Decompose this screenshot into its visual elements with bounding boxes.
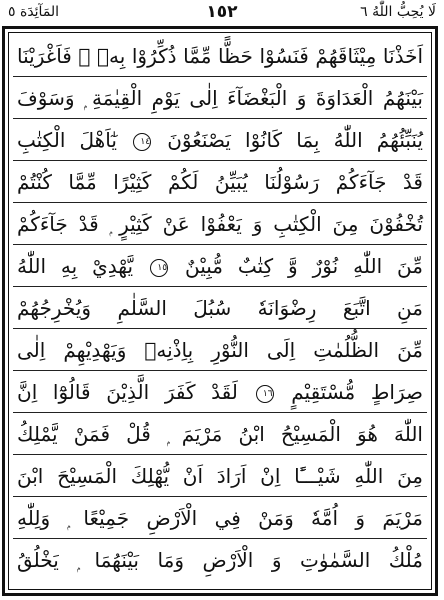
ayah-number-marker: ١٥	[150, 259, 168, 277]
verse-text: مُلْكُ السَّمٰوٰتِ وَ الْاَرْضِ وَمَا بَيْنَهُمَا ۭ يَخْلُقُ	[17, 548, 423, 572]
text-line	[13, 371, 427, 413]
surah-title: المَآئِدَة ٥	[8, 4, 60, 20]
verse-text: يُنَبِّئُهُمُ اللّٰهُ بِمَا كَانُوْا يَصْنَعُوْنَ	[167, 128, 423, 152]
text-line	[13, 119, 427, 161]
verse-text: مَرْيَمَ وَ اُمَّهٗ وَمَنْ فِي الْاَرْضِ جَمِيْعًا ۭ وَلِلّٰهِ	[17, 506, 423, 530]
text-line	[13, 539, 427, 581]
text-line	[13, 413, 427, 455]
page-frame	[2, 26, 438, 596]
page-header	[0, 0, 444, 26]
text-line	[13, 77, 427, 119]
verse-text: مِنَ اللّٰهِ شَيْـــًٔا اِنْ اَرَادَ اَنْ يُّهْلِكَ الْمَسِيْحَ ابْنَ	[17, 464, 423, 488]
text-line	[13, 245, 427, 287]
page-number: ١٥٢	[206, 2, 238, 22]
verse-text: مِّنَ اللّٰهِ نُوْرٌ وَّ كِتٰبٌ مُّبِيْنٌ	[184, 254, 423, 278]
verse-text: تُخْفُوْنَ مِنَ الْكِتٰبِ وَ يَعْفُوْا عَنْ كَثِيْرٍ ۭ قَدْ جَآءَكُمْ	[17, 212, 423, 236]
text-lines	[13, 35, 427, 587]
ayah-number-marker: ١٤	[133, 133, 151, 151]
ayah-number-marker: ١٦	[256, 385, 274, 403]
text-line	[13, 455, 427, 497]
verse-text: صِرَاطٍ مُّسْتَقِيْمٍ	[291, 380, 424, 404]
text-line	[13, 161, 427, 203]
verse-text: مِّنَ الظُّلُمٰتِ اِلَى النُّوْرِ بِاِذْنِهٖ وَيَهْدِيْهِمْ اِلٰى	[17, 338, 423, 362]
verse-text: مَنِ اتَّبَعَ رِضْوَانَهٗ سُبُلَ السَّلٰمِ وَيُخْرِجُهُمْ	[17, 296, 423, 320]
text-line	[13, 203, 427, 245]
page-frame-inner	[8, 32, 432, 590]
juz-title: لَا يُحِبُّ اللّٰهُ ٦	[360, 4, 436, 20]
text-line	[13, 35, 427, 77]
verse-text: اللّٰهَ هُوَ الْمَسِيْحُ ابْنُ مَرْيَمَ ۭ قُلْ فَمَنْ يَّمْلِكُ	[17, 422, 423, 446]
text-line	[13, 287, 427, 329]
verse-text: لَقَدْ كَفَرَ الَّذِيْنَ قَالُوْٓا اِنَّ	[17, 380, 238, 404]
verse-text: اَخَذْنَا مِيْثَاقَهُمْ فَنَسُوْا حَظًّا مِّمَّا ذُكِّرُوْا بِهٖ ۚ فَاَغْرَيْنَا	[17, 44, 423, 68]
verse-text: يَّهْدِيْ بِهِ اللّٰهُ	[17, 254, 134, 278]
verse-text: قَدْ جَآءَكُمْ رَسُوْلُنَا يُبَيِّنُ لَكُمْ كَثِيْرًا مِّمَّا كُنْتُمْ	[17, 170, 423, 194]
text-line	[13, 329, 427, 371]
text-line	[13, 497, 427, 539]
verse-text: بَيْنَهُمُ الْعَدَاوَةَ وَ الْبَغْضَآءَ اِلٰى يَوْمِ الْقِيٰمَةِ ۭ وَسَوْفَ	[17, 86, 423, 110]
verse-text: يٰٓاَهْلَ الْكِتٰبِ	[17, 128, 117, 152]
